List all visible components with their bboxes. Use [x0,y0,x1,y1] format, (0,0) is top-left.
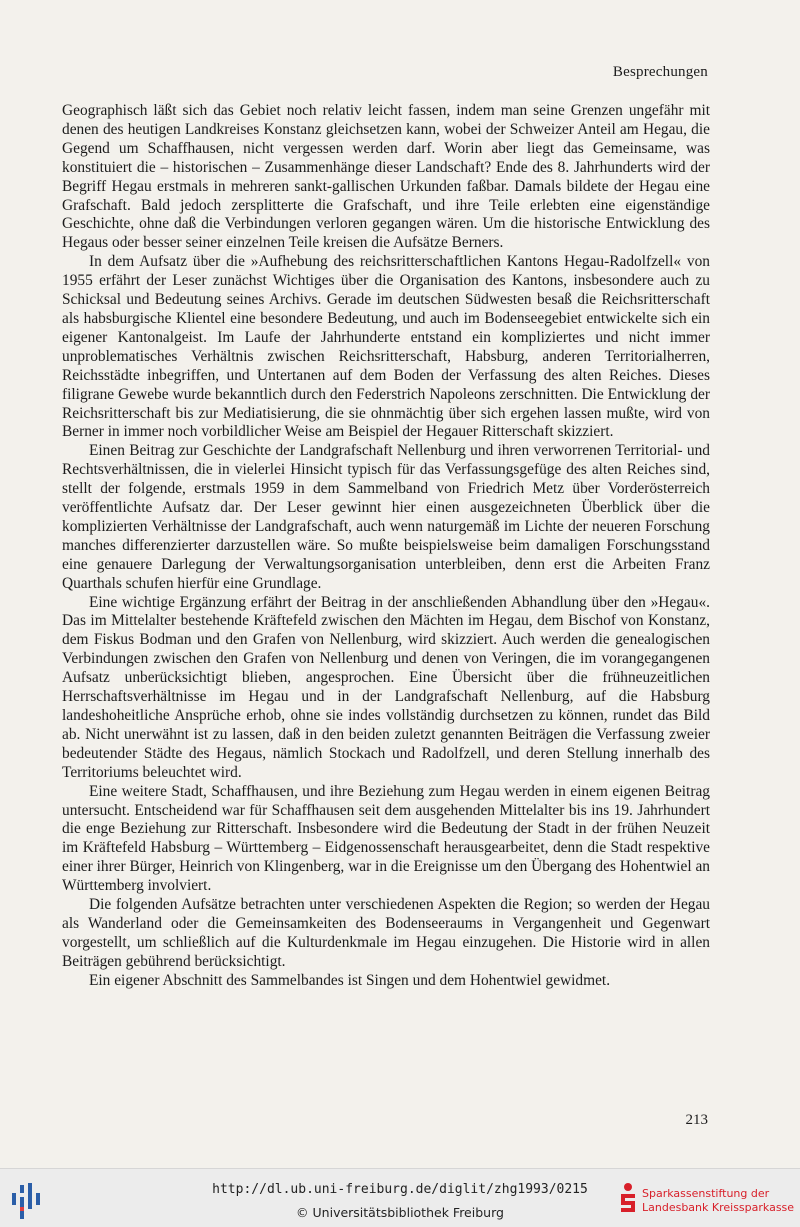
viewer-footer [0,1168,800,1227]
sponsor-line-1: Sparkassenstiftung der [642,1187,770,1200]
sponsor-text [642,1187,794,1215]
paragraph-1: Geographisch läßt sich das Gebiet noch relativ leicht fassen, indem man seine Grenzen ungefähr mit denen des heutigen Landkreises Konstanz gleichsetzen kann, wobei der Schweizer Anteil am Hegau, die Gegend um Schaffhausen, nicht vergessen werden darf. Worin aber liegt das Gemeinsame, was konstituiert die – historischen – Zusammenhänge dieser Landschaft? Ende des 8. Jahrhunderts wird der Begriff Hegau erstmals in mehreren sankt-gallischen Urkunden faßbar. Damals bildete der Hegau eine Grafschaft. Bald jedoch zersplitterte die Grafschaft, und ihre Teile erlebten eine eigenständige Geschichte, ohne daß die Verbindungen verloren gegangen wären. Um die historische Entwicklung des Hegaus oder besser seiner einzelnen Teile kreisen die Aufsätze Berners. [62,102,710,252]
paragraph-5: Eine weitere Stadt, Schaffhausen, und ihre Beziehung zum Hegau werden in einem eigenen Beitrag untersucht. Entscheidend war für Schaffhausen seit dem ausgehenden Mittelalter bis ins 19. Jahrhundert die enge Beziehung zur Ritterschaft. Insbesondere wird die Bedeutung der Stadt in der frühen Neuzeit im Kräftefeld Habsburg – Württemberg – Eidgenossenschaft herausgearbeitet, denn die Stadt respektive einer ihrer Bürger, Heinrich von Klingenberg, war in die Ereignisse um den Übergang des Hohentwiel an Württemberg involviert. [62,782,710,895]
sparkasse-s-logo-icon [618,1182,638,1216]
paragraph-3: Einen Beitrag zur Geschichte der Landgrafschaft Nellenburg und ihren verworrenen Territorial- und Rechtsverhältnissen, die in vielerlei Hinsicht typisch für das Verfassungsgefüge des alten Reiches sind, stellt der folgende, erstmals 1959 in dem Sammelband von Friedrich Metz über Vorderösterreich veröffentlichte Aufsatz dar. Der Leser gewinnt hier einen ausgezeichneten Überblick über die komplizierten Verhältnisse der Landgrafschaft, auch wenn naturgemäß im Lichte der neueren Forschung manches differenzierter darzustellen wäre. So mußte beispielsweise beim damaligen Forschungsstand eine genauere Darlegung der Verwaltungsorganisation unterbleiben, denn erst die Arbeiten Franz Quarthals schufen hierfür eine Grundlage. [62,442,710,592]
document-url-link[interactable]: http://dl.ub.uni-freiburg.de/diglit/zhg1993/0215 [212,1182,588,1197]
running-head: Besprechungen [612,64,708,80]
paragraph-7: Ein eigener Abschnitt des Sammelbandes ist Singen und dem Hohentwiel gewidmet. [89,971,611,989]
article-body [62,102,710,991]
paragraph-4: Eine wichtige Ergänzung erfährt der Beitrag in der anschließenden Abhandlung über den »Hegau«. Das im Mittelalter bestehende Kräftefeld zwischen den Mächten im Hegau, dem Bischof von Konstanz, dem Fiskus Bodman und den Grafen von Nellenburg, wird skizziert. Auch werden die genealogischen Verbindungen zwischen den Grafen von Nellenburg und denen von Veringen, die im vorangegangenen Aufsatz unberücksichtigt blieben, angesprochen. Eine Übersicht über die frühneuzeitlichen Herrschaftsverhältnisse im Hegau und in der Landgrafschaft Nellenburg, auf die Habsburg landeshoheitliche Ansprüche erhob, ohne sie indes vollständig durchsetzen zu können, rundet das Bild ab. Nicht unerwähnt ist zu lassen, daß in den beiden zuletzt genannten Beiträgen die Verfassung zweier bedeutender Städte des Hegaus, nämlich Stockach und Radolfzell, und deren Stellung innerhalb des Territoriums beleuchtet wird. [62,593,710,781]
paragraph-2: In dem Aufsatz über die »Aufhebung des reichsritterschaftlichen Kantons Hegau-Radolfzell« von 1955 erfährt der Leser zunächst Wichtiges über die Organisation des Kantons, insbesondere auch zu Schicksal und Bedeutung seines Archivs. Gerade im deutschen Südwesten besaß die Reichsritterschaft als habsburgische Klientel eine besondere Bedeutung, und auch im Bodenseegebiet entwickelte sich ein eigener Kantonalgeist. Im Laufe der Jahrhunderte entstand ein kompliziertes und nicht immer unproblematisches Verhältnis zwischen Reichsritterschaft, Habsburg, anderen Territorialherren, Reichsstädte inbegriffen, und Untertanen auf dem Boden der Verfassung des alten Reiches. Dieses filigrane Gewebe wurde bekanntlich durch den Federstrich Napoleons zerschnitten. Die Entwicklung der Reichsritterschaft bis zur Mediatisierung, die sie ohnmächtig über sich ergehen lassen mußte, wird von Berner in immer noch vorbildlicher Weise am Beispiel der Hegauer Ritterschaft skizziert. [62,253,710,441]
paragraph-6: Die folgenden Aufsätze betrachten unter verschiedenen Aspekten die Region; so werden der Hegau als Wanderland oder die Gemeinsamkeiten des Bodenseeraums in Vergangenheit und Gegenwart vorgestellt, um schließlich auf die Kulturdenkmale im Hegau einzugehen. Die Historie wird in allen Beiträgen gebührend berücksichtigt. [62,896,710,970]
sponsor-logo[interactable] [618,1180,798,1220]
sponsor-line-2: Landesbank Kreissparkasse [642,1201,795,1214]
copyright-notice: © Universitätsbibliothek Freiburg [296,1205,504,1220]
page-number: 213 [685,1112,708,1128]
